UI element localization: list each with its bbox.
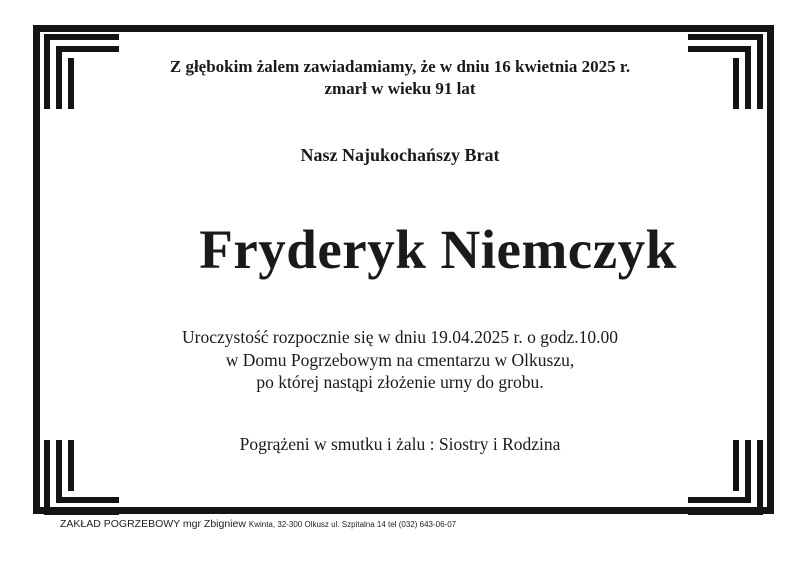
ceremony-line-3: po której nastąpi złożenie urny do grobu.: [256, 372, 544, 392]
funeral-home-footer: [60, 518, 456, 530]
announcement-line-2: zmarł w wieku 91 lat: [324, 79, 476, 98]
footer-company: ZAKŁAD POGRZEBOWY mgr Zbigniew: [60, 518, 246, 530]
deceased-name: Fryderyk Niemczyk: [199, 219, 677, 280]
ceremony-line-1: Uroczystość rozpocznie się w dniu 19.04.2025 r. o godz.10.00: [182, 327, 618, 347]
announcement-line-1: Z głębokim żalem zawiadamiamy, że w dniu 16 kwietnia 2025 r.: [169, 57, 631, 76]
footer-details: Kwinta, 32-300 Olkusz ul. Szpitalna 14 tel (032) 643-06-07: [248, 520, 457, 529]
relation-heading: Nasz Najukochańszy Brat: [300, 145, 500, 165]
mourners-signature: Pogrążeni w smutku i żalu : Siostry i Rodzina: [239, 434, 561, 454]
ceremony-line-2: w Domu Pogrzebowym na cmentarzu w Olkuszu,: [225, 350, 575, 370]
